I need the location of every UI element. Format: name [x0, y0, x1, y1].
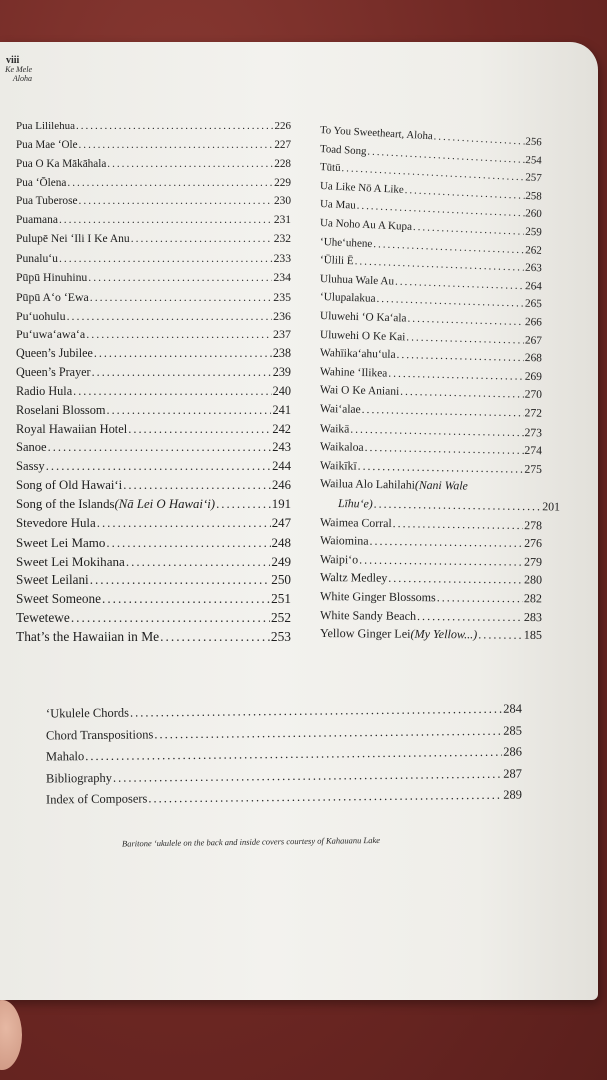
entry-title: Queen’s Jubilee [16, 346, 93, 360]
header-title-line1: Ke Mele [5, 65, 32, 74]
dot-leader [437, 590, 523, 606]
entry-title: ‘Ukulele Chords [45, 705, 130, 721]
entry-title: Roselani Blossom [16, 403, 106, 417]
entry-page-number: 226 [274, 120, 291, 132]
entry-title: Toad Song [319, 143, 367, 158]
toc-entry [16, 195, 291, 207]
dot-leader [413, 221, 525, 238]
entry-page-number: 254 [525, 153, 543, 167]
entry-page-number: 253 [270, 629, 291, 644]
toc-entry [320, 570, 542, 588]
toc-entry [320, 273, 542, 293]
entry-title: Wahine ‘Ilikea [319, 366, 388, 380]
entry-title: To You Sweetheart, Aloha [319, 124, 434, 143]
entry-title: Ua Mau [319, 198, 356, 212]
toc-entry [46, 724, 522, 744]
entry-title: Uluwehi O Ke Kai [319, 329, 406, 344]
dot-leader [350, 423, 524, 440]
dot-leader [359, 553, 523, 570]
entry-page-number: 229 [274, 177, 291, 189]
entry-title: Pua O Ka Mākāhala [16, 158, 107, 170]
entry-page-number: 240 [272, 384, 291, 398]
toc-entry [16, 422, 291, 437]
toc-entry [320, 366, 542, 383]
entry-page-number: 275 [524, 462, 543, 477]
entry-page-number: 230 [273, 195, 291, 207]
dot-leader [46, 459, 271, 474]
toc-entry [320, 310, 542, 329]
entry-page-number: 236 [273, 309, 291, 323]
dot-leader [396, 349, 524, 364]
toc-entry [320, 254, 542, 274]
dot-leader [131, 233, 273, 245]
toc-entry [320, 291, 542, 310]
entry-page-number: 272 [524, 407, 543, 420]
entry-page-number: 234 [273, 271, 291, 284]
entry-title: Pūpū A‘o ‘Ewa [16, 290, 89, 304]
entry-title: Wai O Ke Aniani [319, 384, 400, 398]
entry-title: Queen’s Prayer [16, 365, 91, 379]
toc-entry [16, 384, 291, 399]
entry-page-number: 267 [524, 334, 543, 348]
entry-page-number: 278 [524, 518, 543, 533]
entry-title: Pua Lililehua [16, 120, 75, 132]
toc-entry [16, 233, 291, 245]
dot-leader [388, 368, 524, 383]
entry-subtitle: Līhu‘e) [337, 496, 373, 511]
entry-page-number: 256 [525, 135, 542, 149]
entry-title: That’s the Hawaiian in Me [16, 629, 160, 644]
entry-title: Waltz Medley [319, 570, 388, 585]
entry-title: Waikīkī [319, 459, 357, 473]
entry-title: Wai‘alae [319, 403, 361, 416]
dot-leader [478, 627, 523, 642]
entry-page-number: 231 [273, 214, 291, 226]
running-header [0, 56, 40, 83]
toc-entry [16, 365, 291, 380]
toc-entry [320, 589, 542, 606]
entry-page-number: 262 [524, 244, 543, 257]
toc-entry [16, 591, 291, 607]
dot-leader [354, 255, 524, 273]
toc-entry [46, 767, 522, 787]
entry-page-number: 266 [524, 316, 543, 329]
dot-leader [341, 162, 524, 183]
entry-page-number: 283 [523, 609, 543, 625]
toc-entry [320, 533, 542, 551]
dot-leader [400, 386, 524, 401]
entry-title: Waiomina [319, 533, 369, 548]
entry-page-number: 284 [503, 701, 523, 716]
entry-title: Pulupē Nei ‘Ili I Ke Anu [16, 233, 130, 245]
toc-appendix [45, 701, 526, 814]
entry-title: ‘Uhe‘uhene [319, 236, 373, 251]
dot-leader [388, 571, 523, 588]
dot-leader [71, 610, 270, 626]
toc-entry [16, 535, 291, 551]
entry-page-number: 250 [271, 572, 291, 587]
entry-page-number: 282 [523, 591, 543, 606]
entry-title: Mahalo [45, 749, 85, 764]
dot-leader [216, 497, 271, 512]
entry-title: Bibliography [45, 770, 113, 786]
entry-page-number: 279 [523, 554, 543, 569]
entry-page-number: 248 [271, 535, 291, 550]
dot-leader [90, 572, 271, 588]
dot-leader [67, 177, 273, 189]
entry-page-number: 238 [272, 346, 291, 360]
entry-title: White Sandy Beach [319, 608, 417, 623]
entry-title: Radio Hula [16, 384, 73, 398]
toc-entry [46, 788, 522, 808]
entry-page-number: 257 [525, 171, 543, 185]
toc-entry [320, 440, 542, 457]
dot-leader [395, 276, 524, 292]
dot-leader [107, 158, 273, 170]
entry-page-number: 287 [503, 766, 523, 781]
toc-entry [46, 702, 522, 722]
entry-page-number: 233 [273, 252, 291, 265]
toc-entry [16, 516, 291, 531]
entry-title: Waipi‘o [319, 552, 359, 567]
page-number: viii [6, 55, 20, 66]
entry-title: Uluwehi ‘O Ka‘ala [319, 310, 407, 325]
entry-page-number: 263 [524, 261, 543, 275]
entry-title: Pua Tuberose [16, 195, 78, 207]
dot-leader [90, 290, 273, 305]
entry-page-number: 270 [524, 388, 543, 401]
entry-page-number: 251 [271, 591, 291, 606]
dot-leader [160, 629, 270, 645]
entry-title: Chord Transpositions [45, 727, 154, 743]
toc-entry [16, 214, 291, 226]
entry-page-number: 227 [274, 139, 291, 151]
toc-entry [16, 478, 291, 493]
toc-entry [16, 309, 291, 324]
toc-left-column [16, 120, 296, 660]
header-title-line2: Aloha [12, 74, 32, 83]
entry-page-number: 252 [271, 610, 291, 625]
toc-entry [320, 626, 542, 643]
entry-title: Pua ‘Ōlena [16, 177, 67, 189]
entry-title: Sweet Someone [16, 591, 102, 606]
entry-page-number: 232 [273, 233, 291, 245]
entry-page-number: 286 [503, 744, 523, 759]
toc-right-column [319, 124, 561, 664]
dot-leader [374, 497, 542, 515]
toc-entry [320, 384, 542, 401]
entry-title: Sassy [16, 459, 45, 473]
dot-leader [48, 440, 272, 455]
dot-leader [362, 404, 524, 419]
entry-title: Sanoe [16, 440, 47, 454]
dot-leader [113, 767, 502, 786]
entry-page-number: 246 [271, 478, 291, 492]
entry-title: Waimea Corral [319, 515, 392, 531]
dot-leader [94, 346, 272, 361]
entry-title: Ua Noho Au A Kupa [319, 217, 413, 233]
dot-leader [404, 184, 524, 202]
entry-subtitle: (Nani Wale [414, 478, 468, 493]
dot-leader [67, 309, 273, 324]
entry-title: Uluhua Wale Au [319, 273, 395, 288]
toc-entry [16, 459, 291, 474]
entry-title: Pu‘uwa‘awa‘a [16, 327, 86, 341]
dot-leader [358, 460, 524, 476]
entry-title: Pu‘uohulu [16, 309, 66, 323]
entry-page-number: 191 [271, 497, 291, 511]
toc-entry [320, 217, 542, 238]
toc-entry [16, 346, 291, 361]
toc-entry [320, 422, 542, 439]
dot-leader [79, 139, 274, 151]
entry-page-number: 265 [524, 297, 543, 311]
entry-page-number: 201 [542, 499, 561, 514]
toc-entry [16, 403, 291, 418]
entry-page-number: 264 [524, 280, 543, 293]
entry-page-number: 260 [525, 207, 543, 221]
dot-leader [86, 327, 272, 342]
toc-entry [16, 629, 291, 645]
cover-credit-note: Baritone ‘ukulele on the back and inside covers courtesy of Kahauanu Lake [121, 834, 381, 849]
toc-entry [16, 497, 291, 512]
entry-page-number: 237 [273, 327, 291, 341]
dot-leader [85, 745, 502, 764]
dot-leader [433, 130, 524, 147]
entry-page-number: 249 [271, 554, 291, 569]
entry-page-number: 259 [524, 225, 543, 239]
toc-entry [16, 139, 291, 151]
toc-entry [16, 572, 291, 588]
entry-title: Wailua Alo Lahilahi [319, 477, 416, 492]
entry-page-number: 241 [272, 403, 291, 417]
entry-title: Sweet Lei Mokihana [16, 554, 125, 569]
entry-title: Waikaloa [319, 440, 364, 454]
entry-title: Pūpū Hinuhinu [16, 271, 88, 284]
entry-title: ‘Ulupalakua [319, 291, 376, 305]
entry-page-number: 274 [524, 443, 543, 458]
entry-title: Pua Mae ‘Ole [16, 139, 78, 151]
dot-leader [369, 534, 523, 551]
entry-page-number: 247 [271, 516, 291, 530]
entry-title: ‘Ūlili Ē [319, 254, 354, 268]
dot-leader [123, 478, 271, 493]
entry-title: Song of the Islands [16, 497, 115, 511]
entry-page-number: 239 [272, 365, 291, 379]
entry-title: White Ginger Blossoms [319, 589, 436, 605]
entry-page-number: 280 [523, 572, 543, 587]
entry-title: Stevedore Hula [16, 516, 96, 530]
dot-leader [376, 293, 524, 310]
entry-subtitle: (Nā Lei O Hawai‘i) [114, 497, 216, 511]
dot-leader [102, 591, 270, 607]
toc-entry [320, 608, 542, 625]
entry-title: Puamana [16, 214, 58, 226]
toc-entry [16, 271, 291, 284]
toc-entry [16, 252, 291, 265]
entry-page-number: 258 [525, 189, 543, 203]
entry-title: Song of Old Hawai‘i [16, 478, 123, 492]
toc-entry [320, 459, 542, 476]
toc-entry [16, 554, 291, 570]
entry-title: Ua Like Nō A Like [319, 180, 405, 197]
toc-entry [320, 403, 542, 420]
dot-leader [73, 384, 271, 399]
entry-page-number: 243 [272, 440, 291, 454]
toc-entry [16, 158, 291, 170]
entry-title: Tūtū [319, 161, 341, 175]
dot-leader [107, 403, 272, 418]
toc-entry [16, 120, 291, 132]
dot-leader [417, 609, 523, 625]
toc-entry [320, 552, 542, 570]
toc-entry [320, 477, 542, 494]
dot-leader [356, 200, 524, 220]
entry-page-number: 185 [523, 627, 543, 642]
toc-entry [320, 329, 542, 347]
entry-page-number: 276 [524, 535, 543, 551]
entry-title: Sweet Leilani [16, 572, 89, 587]
dot-leader [373, 238, 524, 256]
toc-entry [16, 610, 291, 626]
entry-title: Tewetewe [16, 610, 70, 625]
dot-leader [148, 788, 502, 807]
toc-entry [320, 515, 542, 533]
entry-page-number: 269 [524, 370, 543, 384]
toc-entry [16, 327, 291, 342]
entry-page-number: 242 [272, 422, 291, 436]
dot-leader [106, 535, 270, 551]
dot-leader [59, 214, 273, 226]
toc-entry [16, 290, 291, 305]
dot-leader [76, 120, 274, 132]
entry-title: Royal Hawaiian Hotel [16, 422, 128, 436]
entry-subtitle: (My Yellow...) [410, 626, 478, 642]
dot-leader [406, 331, 524, 346]
entry-page-number: 244 [272, 459, 291, 473]
entry-page-number: 273 [524, 426, 543, 440]
toc-entry [320, 236, 542, 257]
dot-leader [393, 516, 524, 533]
entry-page-number: 285 [503, 723, 523, 738]
entry-page-number: 289 [503, 787, 523, 802]
dot-leader [59, 252, 273, 265]
entry-page-number: 235 [273, 290, 291, 304]
dot-leader [79, 195, 273, 207]
dot-leader [92, 365, 272, 380]
toc-entry [16, 440, 291, 455]
entry-title: Punalu‘u [16, 252, 58, 265]
toc-entry [338, 496, 560, 515]
dot-leader [97, 516, 271, 531]
entry-title: Waikā [319, 422, 350, 436]
dot-leader [367, 146, 525, 166]
entry-title: Wahīika‘ahu‘ula [319, 347, 396, 361]
dot-leader [154, 724, 502, 743]
toc-entry [320, 198, 542, 220]
toc-entry [16, 177, 291, 189]
dot-leader [126, 554, 271, 570]
dot-leader [88, 271, 272, 284]
entry-page-number: 228 [274, 158, 291, 170]
dot-leader [407, 313, 524, 328]
entry-page-number: 268 [524, 352, 543, 365]
dot-leader [130, 702, 502, 721]
dot-leader [365, 441, 524, 457]
toc-entry [320, 347, 542, 364]
dot-leader [128, 422, 271, 437]
entry-title: Index of Composers [45, 791, 148, 807]
entry-title: Yellow Ginger Lei [319, 626, 411, 641]
entry-title: Sweet Lei Mamo [16, 535, 106, 550]
toc-entry [46, 745, 522, 765]
